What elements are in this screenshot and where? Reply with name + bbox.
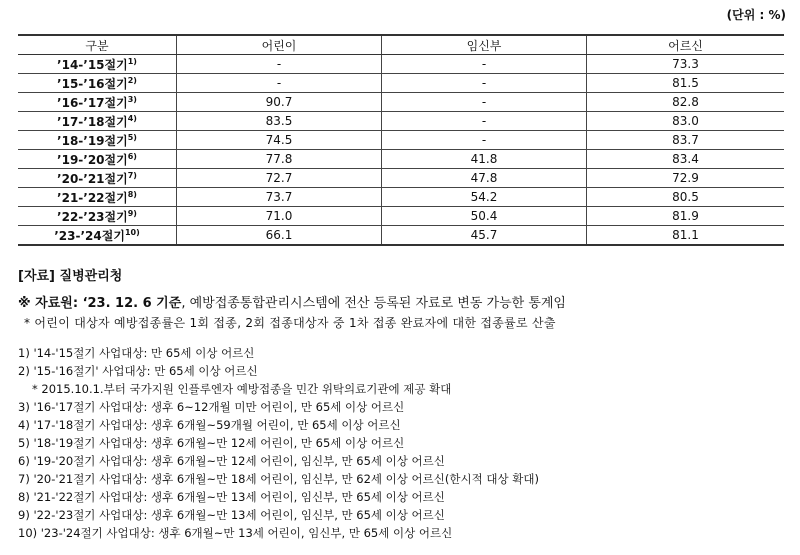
period-cell: ’19-’20절기$^{6)}$ bbox=[18, 150, 177, 169]
elderly-rate: 81.5 bbox=[587, 74, 785, 93]
period-cell: ’20-’21절기$^{7)}$ bbox=[18, 169, 177, 188]
elderly-rate: 81.1 bbox=[587, 226, 785, 246]
table-row bbox=[18, 150, 784, 169]
elderly-rate: 83.7 bbox=[587, 131, 785, 150]
footnote-list bbox=[18, 344, 539, 542]
children-rate: 77.8 bbox=[177, 150, 382, 169]
children-rate: 73.7 bbox=[177, 188, 382, 207]
unit-label: (단위 : %) bbox=[726, 8, 786, 22]
footnote-item: 7) '20-'21절기 사업대상: 생후 6개월~만 18세 어린이, 임신부, 만 62세 이상 어르신(한시적 대상 확대) bbox=[18, 472, 539, 486]
elderly-rate: 82.8 bbox=[587, 93, 785, 112]
elderly-rate: 72.9 bbox=[587, 169, 785, 188]
footnote-item: 9) '22-'23절기 사업대상: 생후 6개월~만 13세 어린이, 임신부, 만 65세 이상 어르신 bbox=[18, 508, 445, 522]
pregnant-rate: 45.7 bbox=[382, 226, 587, 246]
table-row bbox=[18, 131, 784, 150]
header-pregnant: 임신부 bbox=[382, 35, 587, 55]
data-source-description: , 예방접종통합관리시스템에 전산 등록된 자료로 변동 가능한 통계임 bbox=[181, 296, 566, 311]
pregnant-rate: - bbox=[382, 55, 587, 74]
children-rate: 71.0 bbox=[177, 207, 382, 226]
children-rate: - bbox=[177, 55, 382, 74]
table-row bbox=[18, 93, 784, 112]
pregnant-rate: 54.2 bbox=[382, 188, 587, 207]
period-cell: ’16-’17절기$^{3)}$ bbox=[18, 93, 177, 112]
period-cell: ’23-’24절기$^{10)}$ bbox=[18, 226, 177, 246]
footnote-item: 5) '18-'19절기 사업대상: 생후 6개월~만 12세 어린이, 만 65세 이상 어르신 bbox=[18, 436, 405, 450]
pregnant-rate: - bbox=[382, 93, 587, 112]
pregnant-rate: 41.8 bbox=[382, 150, 587, 169]
table-row bbox=[18, 188, 784, 207]
footnote-item: 4) '17-'18절기 사업대상: 생후 6개월~59개월 어린이, 만 65세 이상 어르신 bbox=[18, 418, 401, 432]
table-header-row bbox=[18, 35, 784, 55]
table-row bbox=[18, 55, 784, 74]
pregnant-rate: 50.4 bbox=[382, 207, 587, 226]
data-source-note bbox=[18, 292, 566, 311]
pregnant-rate: - bbox=[382, 74, 587, 93]
period-cell: ’22-’23절기$^{9)}$ bbox=[18, 207, 177, 226]
footnote-subnote: * 2015.10.1.부터 국가지원 인플루엔자 예방접종을 민간 위탁의료기관에 제공 확대 bbox=[32, 382, 452, 396]
pregnant-rate: - bbox=[382, 112, 587, 131]
table-row bbox=[18, 112, 784, 131]
period-cell: ’21-’22절기$^{8)}$ bbox=[18, 188, 177, 207]
vaccination-rate-table bbox=[18, 34, 784, 246]
footnote-item: 1) '14-'15절기 사업대상: 만 65세 이상 어르신 bbox=[18, 346, 255, 360]
period-cell: ’17-’18절기$^{4)}$ bbox=[18, 112, 177, 131]
footnote-item: 6) '19-'20절기 사업대상: 생후 6개월~만 12세 어린이, 임신부, 만 65세 이상 어르신 bbox=[18, 454, 445, 468]
footnote-item: 10) '23-'24절기 사업대상: 생후 6개월~만 13세 어린이, 임신부, 만 65세 이상 어르신 bbox=[18, 526, 453, 540]
table-row bbox=[18, 74, 784, 93]
elderly-rate: 80.5 bbox=[587, 188, 785, 207]
table-row bbox=[18, 226, 784, 246]
header-category: 구분 bbox=[18, 35, 177, 55]
children-rate: - bbox=[177, 74, 382, 93]
children-rate: 66.1 bbox=[177, 226, 382, 246]
elderly-rate: 83.4 bbox=[587, 150, 785, 169]
period-cell: ’14-’15절기$^{1)}$ bbox=[18, 55, 177, 74]
elderly-rate: 83.0 bbox=[587, 112, 785, 131]
period-cell: ’15-’16절기$^{2)}$ bbox=[18, 74, 177, 93]
header-elderly: 어르신 bbox=[587, 35, 785, 55]
footnote-item: 3) '16-'17절기 사업대상: 생후 6~12개월 미만 어린이, 만 65세 이상 어르신 bbox=[18, 400, 405, 414]
children-rate: 83.5 bbox=[177, 112, 382, 131]
children-rate: 90.7 bbox=[177, 93, 382, 112]
children-rate: 72.7 bbox=[177, 169, 382, 188]
footnote-item: 8) '21-'22절기 사업대상: 생후 6개월~만 13세 어린이, 임신부, 만 65세 이상 어르신 bbox=[18, 490, 445, 504]
pregnant-rate: - bbox=[382, 131, 587, 150]
data-source-date: ※ 자료원: ‘23. 12. 6 기준 bbox=[18, 296, 182, 311]
period-cell: ’18-’19절기$^{5)}$ bbox=[18, 131, 177, 150]
footnote-item: 2) '15-'16절기' 사업대상: 만 65세 이상 어르신 bbox=[18, 364, 258, 378]
children-rate: 74.5 bbox=[177, 131, 382, 150]
calculation-note: * 어린이 대상자 예방접종률은 1회 접종, 2회 접종대상자 중 1차 접종 완료자에 대한 접종률로 산출 bbox=[24, 316, 556, 330]
pregnant-rate: 47.8 bbox=[382, 169, 587, 188]
elderly-rate: 73.3 bbox=[587, 55, 785, 74]
elderly-rate: 81.9 bbox=[587, 207, 785, 226]
table-row bbox=[18, 169, 784, 188]
table-row bbox=[18, 207, 784, 226]
header-children: 어린이 bbox=[177, 35, 382, 55]
source-label: [자료] 질병관리청 bbox=[18, 269, 123, 284]
